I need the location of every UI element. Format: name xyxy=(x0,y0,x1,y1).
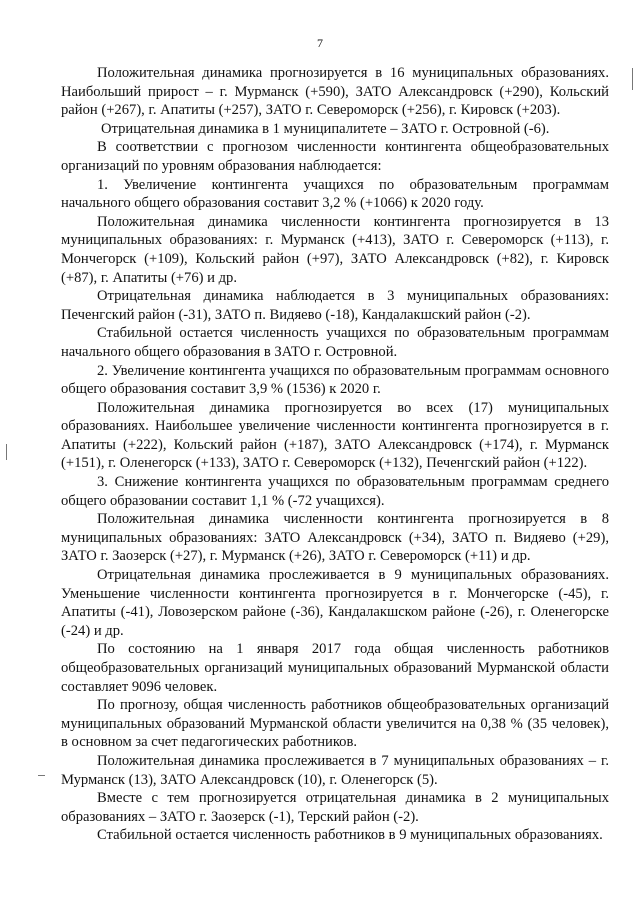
page-number: 7 xyxy=(317,36,323,50)
paragraph-positive-dynamics: Положительная динамика прогнозируется в 16 муниципальных образованиях. Наибольший прирост – г. Мурманск (+590), ЗАТО Александровск (+290), Кольский район (+267), г. Апатиты (+257), ЗАТО г. Североморск (+256), г. Кировск (+203). xyxy=(61,65,609,119)
paragraph-staff-forecast: По прогнозу, общая численность работников общеобразовательных организаций муниципальных образований Мурманской области увеличится на 0,38 % (35 человек), в основном за счет педагогических работников. xyxy=(61,697,609,751)
scan-mark-left-1 xyxy=(6,444,7,460)
paragraph-item-3-secondary: 3. Снижение контингента учащихся по образовательным программам среднего общего образовании составит 1,1 % (-72 учащихся). xyxy=(61,474,609,509)
scan-mark-right xyxy=(632,68,633,90)
paragraph-staff-positive: Положительная динамика прослеживается в 7 муниципальных образованиях – г. Мурманск (13), ЗАТО Александровск (10), г. Оленегорск (5). xyxy=(61,752,609,788)
paragraph-item-2-basic: 2. Увеличение контингента учащихся по образовательным программам основного общего образования составит 3,9 % (1536) к 2020 г. xyxy=(61,362,609,398)
paragraph-secondary-positive: Положительная динамика численности контингента прогнозируется в 8 муниципальных образованиях: ЗАТО Александровск (+34), ЗАТО п. Видяево (+29), ЗАТО г. Заозерск (+27), г. Мурманск (+26), ЗАТО г. Североморск (+11) и др. xyxy=(61,511,609,565)
paragraph-staff-total: По состоянию на 1 января 2017 года общая численность работников общеобразовательных организаций муниципальных образований Мурманской области составляет 9096 человек. xyxy=(61,641,609,695)
paragraph-secondary-negative: Отрицательная динамика прослеживается в 9 муниципальных образованиях. Уменьшение численности контингента прогнозируется в г. Мончегорске (-45), г. Апатиты (-41), Ловозерском районе (-36), Кандалакшском районе (-26), г. Оленегорске (-24) и др. xyxy=(61,567,609,639)
paragraph-staff-stable: Стабильной остается численность работников в 9 муниципальных образованиях. xyxy=(97,827,603,844)
paragraph-primary-positive: Положительная динамика численности контингента прогнозируется в 13 муниципальных образованиях: г. Мурманск (+413), ЗАТО г. Североморск (+113), г. Мончегорск (+109), Кольский район (+97), ЗАТО Александровск (+82), г. Кировск (+87), г. Апатиты (+76) и др. xyxy=(61,213,609,286)
paragraph-primary-negative: Отрицательная динамика наблюдается в 3 муниципальных образованиях: Печенгский район (-31), ЗАТО п. Видяево (-18), Кандалакшский район (-2). xyxy=(61,288,609,323)
paragraph-staff-negative: Вместе с тем прогнозируется отрицательная динамика в 2 муниципальных образованиях – ЗАТО г. Заозерск (-1), Терский район (-2). xyxy=(61,790,609,825)
paragraph-basic-positive: Положительная динамика прогнозируется во всех (17) муниципальных образованиях. Наибольшее увеличение численности контингента прогнозируется в г. Апатиты (+222), Кольский район (+187), ЗАТО Александровск (+174), г. Мурманск (+151), г. Оленегорск (+133), ЗАТО г. Североморск (+132), Печенгский район (+122). xyxy=(61,399,609,472)
paragraph-primary-stable: Стабильной остается численность учащихся по образовательным программам начального общего образования в ЗАТО г. Островной. xyxy=(61,325,609,360)
scan-mark-left-2 xyxy=(38,775,45,776)
paragraph-item-1-primary: 1. Увеличение контингента учащихся по образовательным программам начального общего образования составит 3,2 % (+1066) к 2020 году. xyxy=(61,176,609,212)
paragraph-forecast-intro: В соответствии с прогнозом численности контингента общеобразовательных организаций по уровням образования наблюдается: xyxy=(61,139,609,174)
body-text xyxy=(61,64,609,845)
paragraph-negative-dynamics: Отрицательная динамика в 1 муниципалитете – ЗАТО г. Островной (-6). xyxy=(101,120,550,137)
